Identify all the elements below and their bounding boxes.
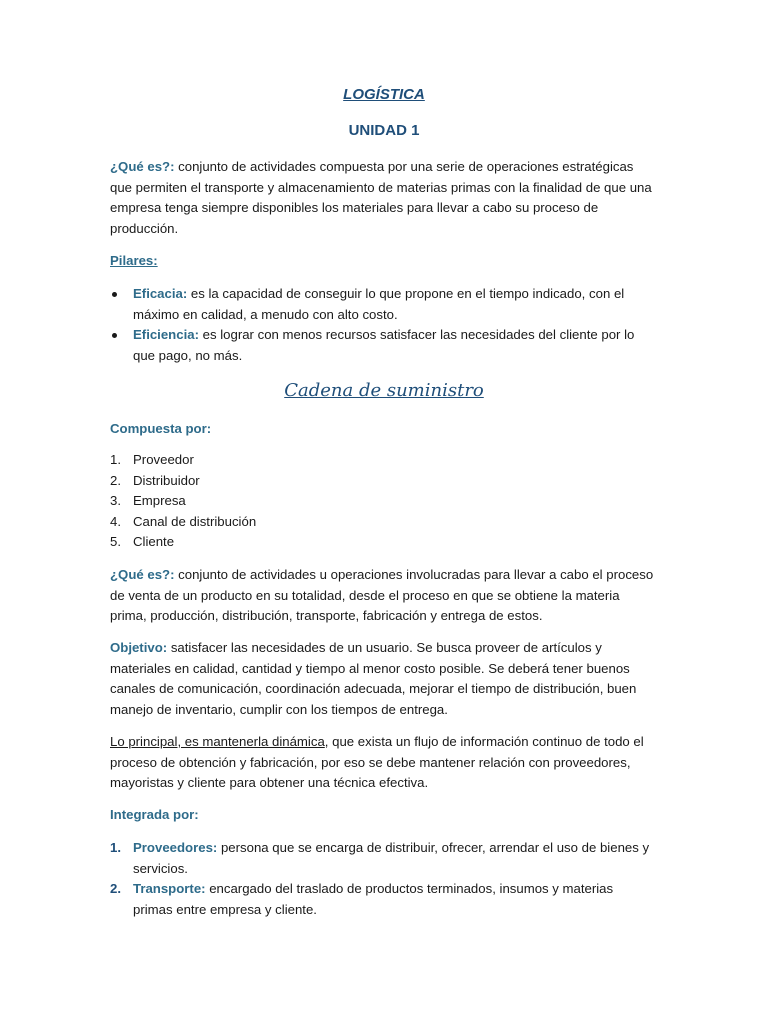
list-item: 1. Proveedores: persona que se encarga de distribuir, ofrecer, arrendar el uso de bienes y servicios. <box>110 840 650 876</box>
list-item: 4. Canal de distribución <box>110 513 257 529</box>
integrada-heading: Integrada por: <box>110 807 199 822</box>
intro-text: conjunto de actividades compuesta por una serie de operaciones estratégicas que permiten el transporte y almacenamiento de materias primas con la finalidad de que una empresa tenga siempre disponibles los materiales para llevar a cabo su proceso de producción. <box>110 159 652 236</box>
integrada-list <box>110 838 655 920</box>
principal-paragraph: Lo principal, es mantenerla dinámica, que exista un flujo de información continuo de todo el proceso de obtención y fabricación, por eso se debe mantener relación con proveedores, mayoristas y cliente para obtener una técnica efectiva. <box>110 734 644 791</box>
list-item: 2. Distribuidor <box>110 472 200 488</box>
list-item: Eficacia: es la capacidad de conseguir lo que propone en el tiempo indicado, con el máximo en calidad, a menudo con alto costo. <box>110 284 655 325</box>
compuesta-heading: Compuesta por: <box>110 421 212 436</box>
list-item: 1. Proveedor <box>110 452 194 467</box>
list-item: 3. Empresa <box>110 493 186 509</box>
unit-title: UNIDAD 1 <box>348 122 420 139</box>
intro-paragraph <box>110 157 655 239</box>
list-item: 5. Cliente <box>110 534 175 550</box>
list-item: Eficiencia: es lograr con menos recursos satisfacer las necesidades del cliente por lo que pago, no más. <box>110 325 655 366</box>
bullet-icon <box>112 292 117 297</box>
pilares-heading: Pilares: <box>110 253 158 268</box>
objetivo-paragraph: Objetivo: satisfacer las necesidades de un usuario. Se busca proveer de artículos y materiales en calidad, cantidad y tiempo al menor costo posible. Se deberá tener buenos canales de comunicación, coordinación adecuada, mejorar el tiempo de distribución, buen manejo de inventario, cumplir con los tiempos de entrega. <box>110 640 637 717</box>
compuesta-list <box>110 450 655 553</box>
section-title: Cadena de suministro <box>284 380 484 401</box>
que-es-paragraph: ¿Qué es?: conjunto de actividades u operaciones involucradas para llevar a cabo el proceso de venta de un producto en su totalidad, desde el proceso en que se obtiene la materia prima, producción, distribución, transporte, fabricación y entrega de estos. <box>110 567 654 624</box>
bullet-icon <box>112 333 117 338</box>
pilares-list <box>110 284 655 366</box>
document-title: LOGÍSTICA <box>343 86 425 103</box>
list-item: 2. Transporte: encargado del traslado de productos terminados, insumos y materias primas entre empresa y cliente. <box>110 881 614 917</box>
intro-label: ¿Qué es?: <box>110 159 175 174</box>
